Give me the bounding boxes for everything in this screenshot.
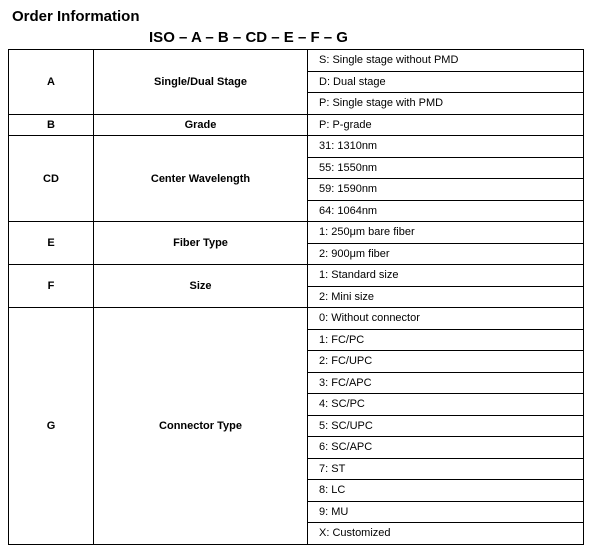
group-code-cell: F	[9, 265, 94, 308]
option-cell: 59: 1590nm	[308, 179, 584, 201]
option-cell: 55: 1550nm	[308, 157, 584, 179]
option-cell: 1: FC/PC	[308, 329, 584, 351]
order-table-body	[9, 50, 584, 545]
option-cell: 2: Mini size	[308, 286, 584, 308]
table-row	[9, 50, 584, 72]
option-cell: 8: LC	[308, 480, 584, 502]
option-cell: 31: 1310nm	[308, 136, 584, 158]
option-cell: 0: Without connector	[308, 308, 584, 330]
group-code-cell: E	[9, 222, 94, 265]
order-code-format: ISO – A – B – CD – E – F – G	[149, 29, 348, 46]
table-row	[9, 222, 584, 244]
table-row	[9, 114, 584, 136]
group-name-cell: Grade	[94, 114, 308, 136]
group-name-cell: Connector Type	[94, 308, 308, 545]
option-cell: 1: Standard size	[308, 265, 584, 287]
table-row	[9, 308, 584, 330]
order-table	[8, 49, 584, 545]
option-cell: 2: 900μm fiber	[308, 243, 584, 265]
group-name-cell: Center Wavelength	[94, 136, 308, 222]
option-cell: P: P-grade	[308, 114, 584, 136]
option-cell: 2: FC/UPC	[308, 351, 584, 373]
option-cell: P: Single stage with PMD	[308, 93, 584, 115]
group-code-cell: B	[9, 114, 94, 136]
group-code-cell: CD	[9, 136, 94, 222]
group-name-cell: Single/Dual Stage	[94, 50, 308, 115]
option-cell: 9: MU	[308, 501, 584, 523]
option-cell: 5: SC/UPC	[308, 415, 584, 437]
option-cell: X: Customized	[308, 523, 584, 545]
option-cell: 6: SC/APC	[308, 437, 584, 459]
page-title: Order Information	[12, 8, 140, 25]
option-cell: S: Single stage without PMD	[308, 50, 584, 72]
table-row	[9, 136, 584, 158]
option-cell: 7: ST	[308, 458, 584, 480]
group-name-cell: Fiber Type	[94, 222, 308, 265]
option-cell: 4: SC/PC	[308, 394, 584, 416]
option-cell: 3: FC/APC	[308, 372, 584, 394]
option-cell: 64: 1064nm	[308, 200, 584, 222]
group-code-cell: A	[9, 50, 94, 115]
option-cell: 1: 250μm bare fiber	[308, 222, 584, 244]
group-code-cell: G	[9, 308, 94, 545]
table-row	[9, 265, 584, 287]
option-cell: D: Dual stage	[308, 71, 584, 93]
group-name-cell: Size	[94, 265, 308, 308]
